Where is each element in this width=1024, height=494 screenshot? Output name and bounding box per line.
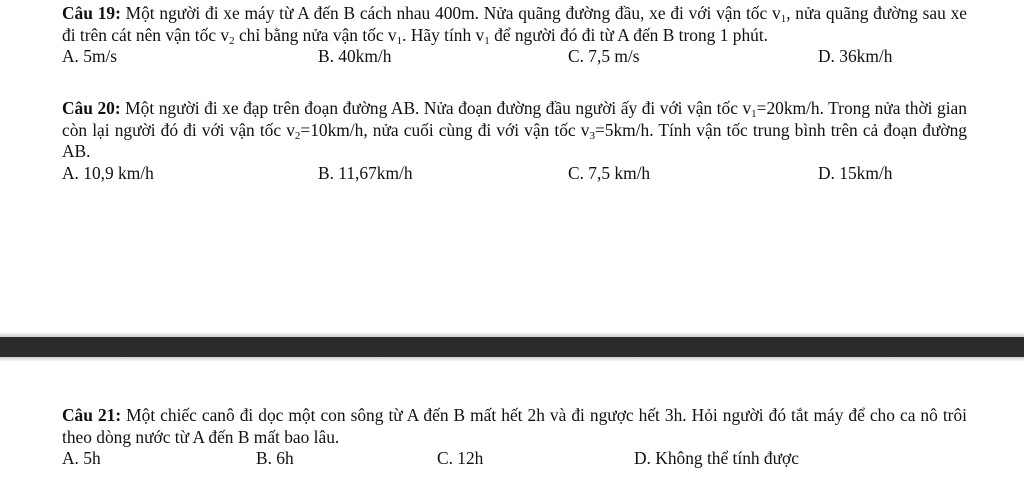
subscript: 3 xyxy=(589,129,595,142)
option-b: B. 40km/h xyxy=(318,46,392,67)
option-c: C. 12h xyxy=(437,448,484,469)
question-text-part: =20km/h. Trong nửa thời gian còn lại người đó đi với vận tốc v xyxy=(62,98,967,140)
page-gap-shadow-bottom xyxy=(0,357,1024,361)
subscript: 2 xyxy=(229,34,235,47)
question-21-label: Câu 21: xyxy=(62,405,122,425)
question-19-options xyxy=(62,46,967,68)
option-a: A. 5m/s xyxy=(62,46,118,67)
option-d: D. 36km/h xyxy=(818,46,893,67)
question-21-text xyxy=(62,405,967,448)
option-a: A. 5h xyxy=(62,448,101,469)
option-c: C. 7,5 km/h xyxy=(568,162,651,183)
question-text-part: Một người đi xe đạp trên đoạn đường AB. Nửa đoạn đường đầu người ấy đi với vận tốc v xyxy=(120,98,752,118)
question-text-part: =10km/h, nửa cuối cùng đi với vận tốc v xyxy=(300,119,590,140)
option-d: D. Không thể tính được xyxy=(634,448,799,469)
question-20-text xyxy=(62,98,967,163)
question-19 xyxy=(62,3,967,68)
subscript: 1 xyxy=(484,34,490,47)
question-19-label: Câu 19: xyxy=(62,3,121,23)
question-20 xyxy=(62,98,967,184)
option-d: D. 15km/h xyxy=(818,162,893,183)
question-19-text xyxy=(62,3,967,46)
subscript: 1 xyxy=(396,34,403,47)
question-text-part: =5km/h. Tính vận tốc trung bình trên cả đoạn đường AB. xyxy=(62,119,968,162)
option-a: A. 10,9 km/h xyxy=(62,162,154,183)
option-c: C. 7,5 m/s xyxy=(568,46,640,67)
question-text-part: Một người đi xe máy từ A đến B cách nhau 400m. Nửa quãng đường đầu, xe đi với vận tốc v xyxy=(120,3,781,23)
subscript: 1 xyxy=(751,108,757,120)
question-text-part: để người đó đi từ A đến B trong 1 phút. xyxy=(489,24,769,45)
subscript: 2 xyxy=(294,129,301,142)
option-b: B. 6h xyxy=(256,448,294,469)
question-20-label: Câu 20: xyxy=(62,98,121,118)
question-text-part: chỉ bằng nửa vận tốc v xyxy=(234,24,397,45)
question-text-part: . Hãy tính v xyxy=(402,24,485,45)
page-gap-band xyxy=(0,337,1024,357)
subscript: 1 xyxy=(780,13,787,25)
question-text-part: , nửa quãng đường sau xe đi trên cát nên vận tốc v xyxy=(62,3,967,45)
question-21 xyxy=(62,405,967,470)
question-21-options xyxy=(62,448,967,470)
question-text-part: Một chiếc canô đi dọc một con sông từ A đến B mất hết 2h và đi ngược hết 3h. Hỏi người đó tắt máy để cho ca nô trôi theo dòng nước từ A đến B mất bao lâu. xyxy=(62,405,967,447)
question-20-options xyxy=(62,163,967,185)
option-b: B. 11,67km/h xyxy=(318,162,413,183)
